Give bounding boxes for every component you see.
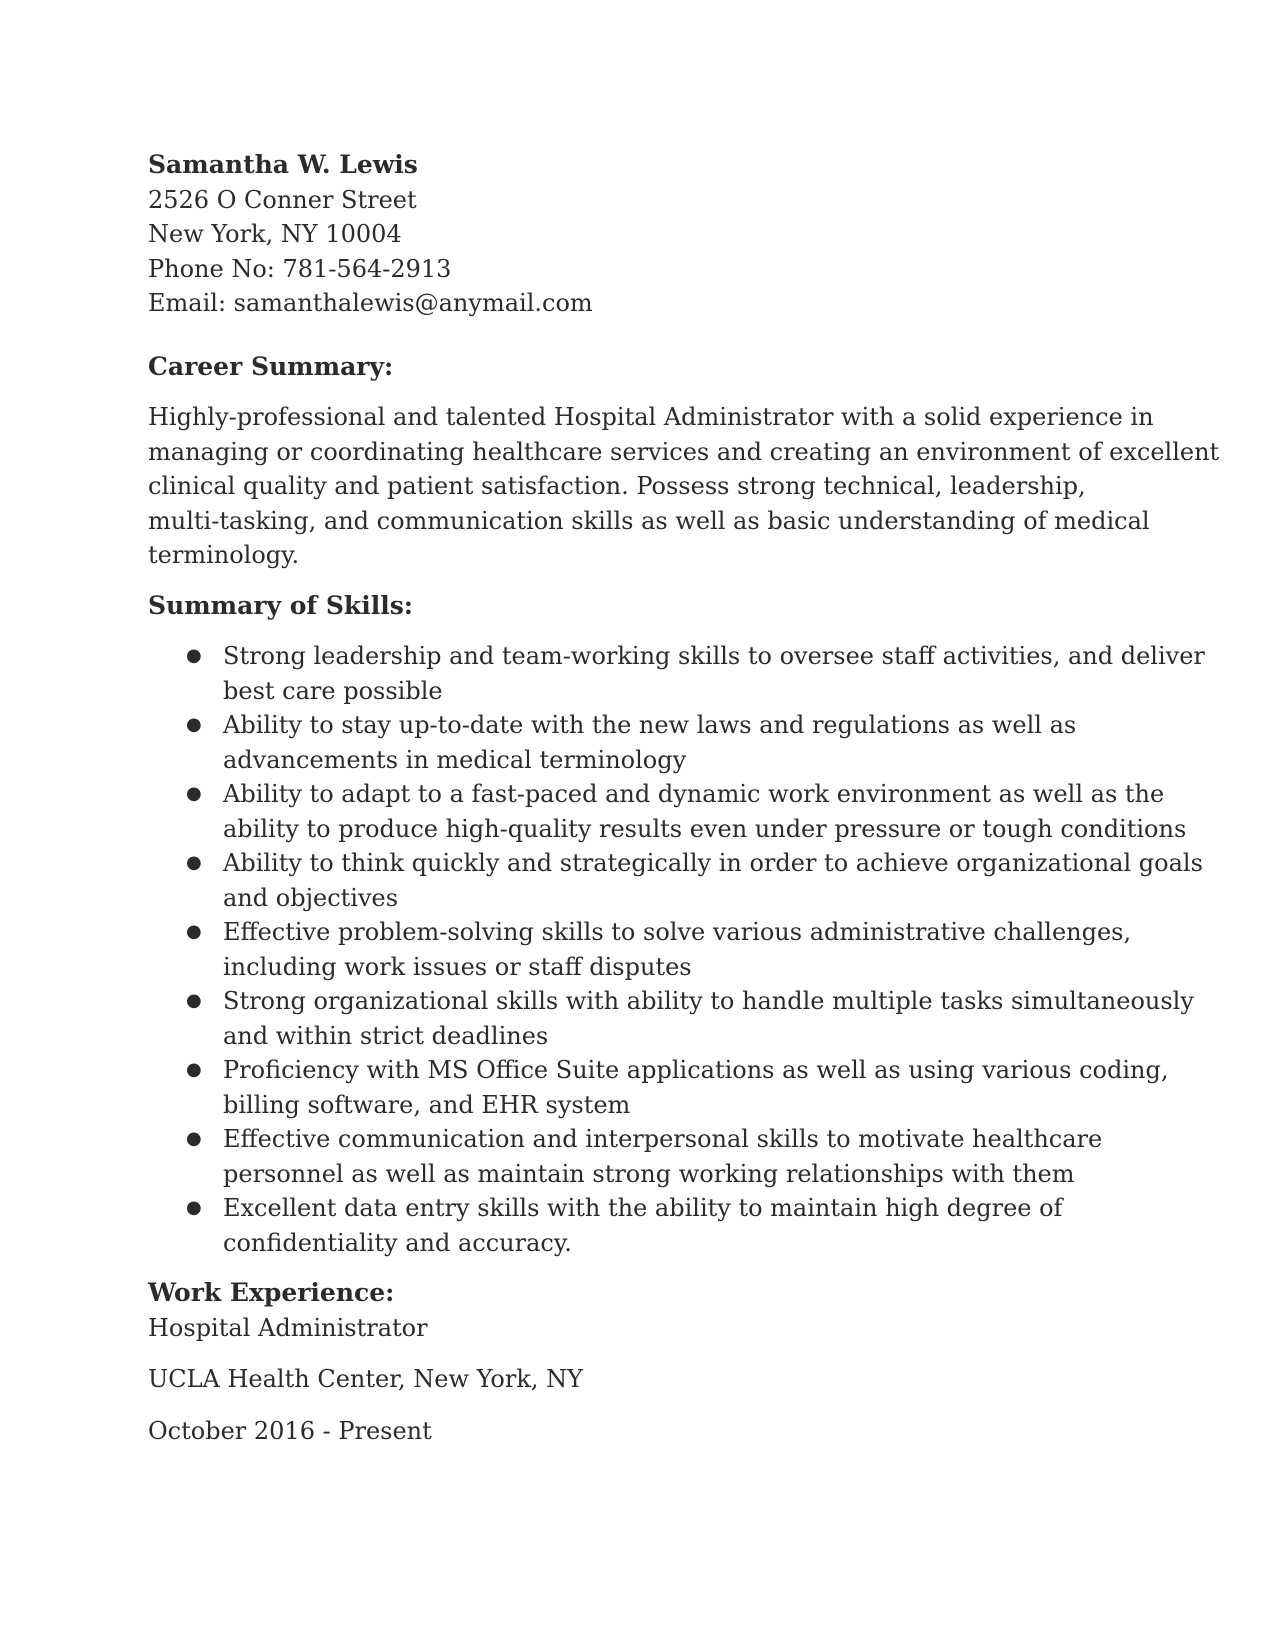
skills-list bbox=[148, 639, 1205, 1260]
skill-text-line: Effective communication and interpersonal skills to motivate healthcare bbox=[223, 1125, 1103, 1153]
employer-location: UCLA Health Center, New York, NY bbox=[148, 1365, 583, 1393]
career-summary-line: terminology. bbox=[148, 541, 300, 569]
skill-list-item bbox=[148, 984, 1194, 1053]
skill-text-line: best care possible bbox=[223, 676, 443, 705]
career-summary-line: multi-tasking, and communication skills as well as basic understanding of medical bbox=[148, 506, 1150, 535]
skill-list-item bbox=[148, 777, 1187, 846]
skill-list-item bbox=[148, 1191, 1128, 1260]
skill-text-line: Strong leadership and team-working skills to oversee staff activities, and deliver bbox=[223, 642, 1205, 670]
work-experience-heading: Work Experience: bbox=[148, 1278, 395, 1307]
job-title: Hospital Administrator bbox=[148, 1313, 428, 1342]
skill-text-line: billing software, and EHR system bbox=[223, 1090, 631, 1119]
bullet-icon: ● bbox=[186, 1128, 202, 1149]
work-experience-section bbox=[148, 1276, 1128, 1448]
skill-list-item bbox=[148, 639, 1205, 708]
skill-list-item bbox=[148, 846, 1203, 915]
skill-text-line: personnel as well as maintain strong working relationships with them bbox=[223, 1159, 1075, 1188]
career-summary-line: managing or coordinating healthcare services and creating an environment of excellent bbox=[148, 437, 1220, 466]
skill-list-item bbox=[148, 915, 1132, 984]
skills-section bbox=[148, 589, 1205, 1261]
address-city: New York, NY 10004 bbox=[148, 220, 402, 248]
career-summary-heading: Career Summary: bbox=[148, 351, 394, 381]
career-summary-paragraph bbox=[148, 400, 1220, 573]
skill-list-item bbox=[148, 708, 1128, 777]
skill-text-line: and within strict deadlines bbox=[223, 1021, 549, 1050]
skill-list-item bbox=[148, 1053, 1169, 1122]
career-summary-section bbox=[148, 350, 1220, 573]
resume-page bbox=[148, 148, 1220, 1448]
skill-text-line: Proficiency with MS Office Suite applications as well as using various coding, bbox=[223, 1056, 1169, 1084]
skill-text-line: and objectives bbox=[223, 883, 399, 912]
contact-block bbox=[148, 148, 1128, 321]
email-address: Email: samanthalewis@anymail.com bbox=[148, 289, 593, 317]
skill-text-line: confidentiality and accuracy. bbox=[223, 1228, 572, 1257]
skills-heading: Summary of Skills: bbox=[148, 590, 414, 620]
skill-text-line: Effective problem-solving skills to solve various administrative challenges, bbox=[223, 918, 1132, 946]
employment-dates: October 2016 - Present bbox=[148, 1416, 432, 1445]
bullet-icon: ● bbox=[186, 714, 202, 735]
address-street: 2526 O Conner Street bbox=[148, 185, 417, 214]
skill-text-line: Ability to adapt to a fast-paced and dynamic work environment as well as the bbox=[223, 780, 1165, 808]
skill-text-line: Strong organizational skills with ability to handle multiple tasks simultaneously bbox=[223, 987, 1194, 1015]
bullet-icon: ● bbox=[186, 852, 202, 873]
skill-text-line: Ability to think quickly and strategically in order to achieve organizational goals bbox=[223, 849, 1203, 877]
bullet-icon: ● bbox=[186, 1059, 202, 1080]
skill-text-line: ability to produce high-quality results even under pressure or tough conditions bbox=[223, 814, 1187, 843]
skill-text-line: including work issues or staff disputes bbox=[223, 952, 692, 981]
bullet-icon: ● bbox=[186, 645, 202, 666]
skill-text-line: Excellent data entry skills with the ability to maintain high degree of bbox=[223, 1194, 1063, 1222]
phone-number: Phone No: 781-564-2913 bbox=[148, 254, 452, 283]
bullet-icon: ● bbox=[186, 1197, 202, 1218]
skill-list-item bbox=[148, 1122, 1128, 1191]
career-summary-line: Highly-professional and talented Hospital Administrator with a solid experience in bbox=[148, 403, 1154, 431]
applicant-name: Samantha W. Lewis bbox=[148, 150, 418, 179]
bullet-icon: ● bbox=[186, 783, 202, 804]
career-summary-line: clinical quality and patient satisfaction. Possess strong technical, leadership, bbox=[148, 472, 1086, 500]
skill-text-line: advancements in medical terminology bbox=[223, 745, 687, 774]
skill-text-line: Ability to stay up-to-date with the new laws and regulations as well as bbox=[223, 711, 1077, 739]
bullet-icon: ● bbox=[186, 990, 202, 1011]
bullet-icon: ● bbox=[186, 921, 202, 942]
